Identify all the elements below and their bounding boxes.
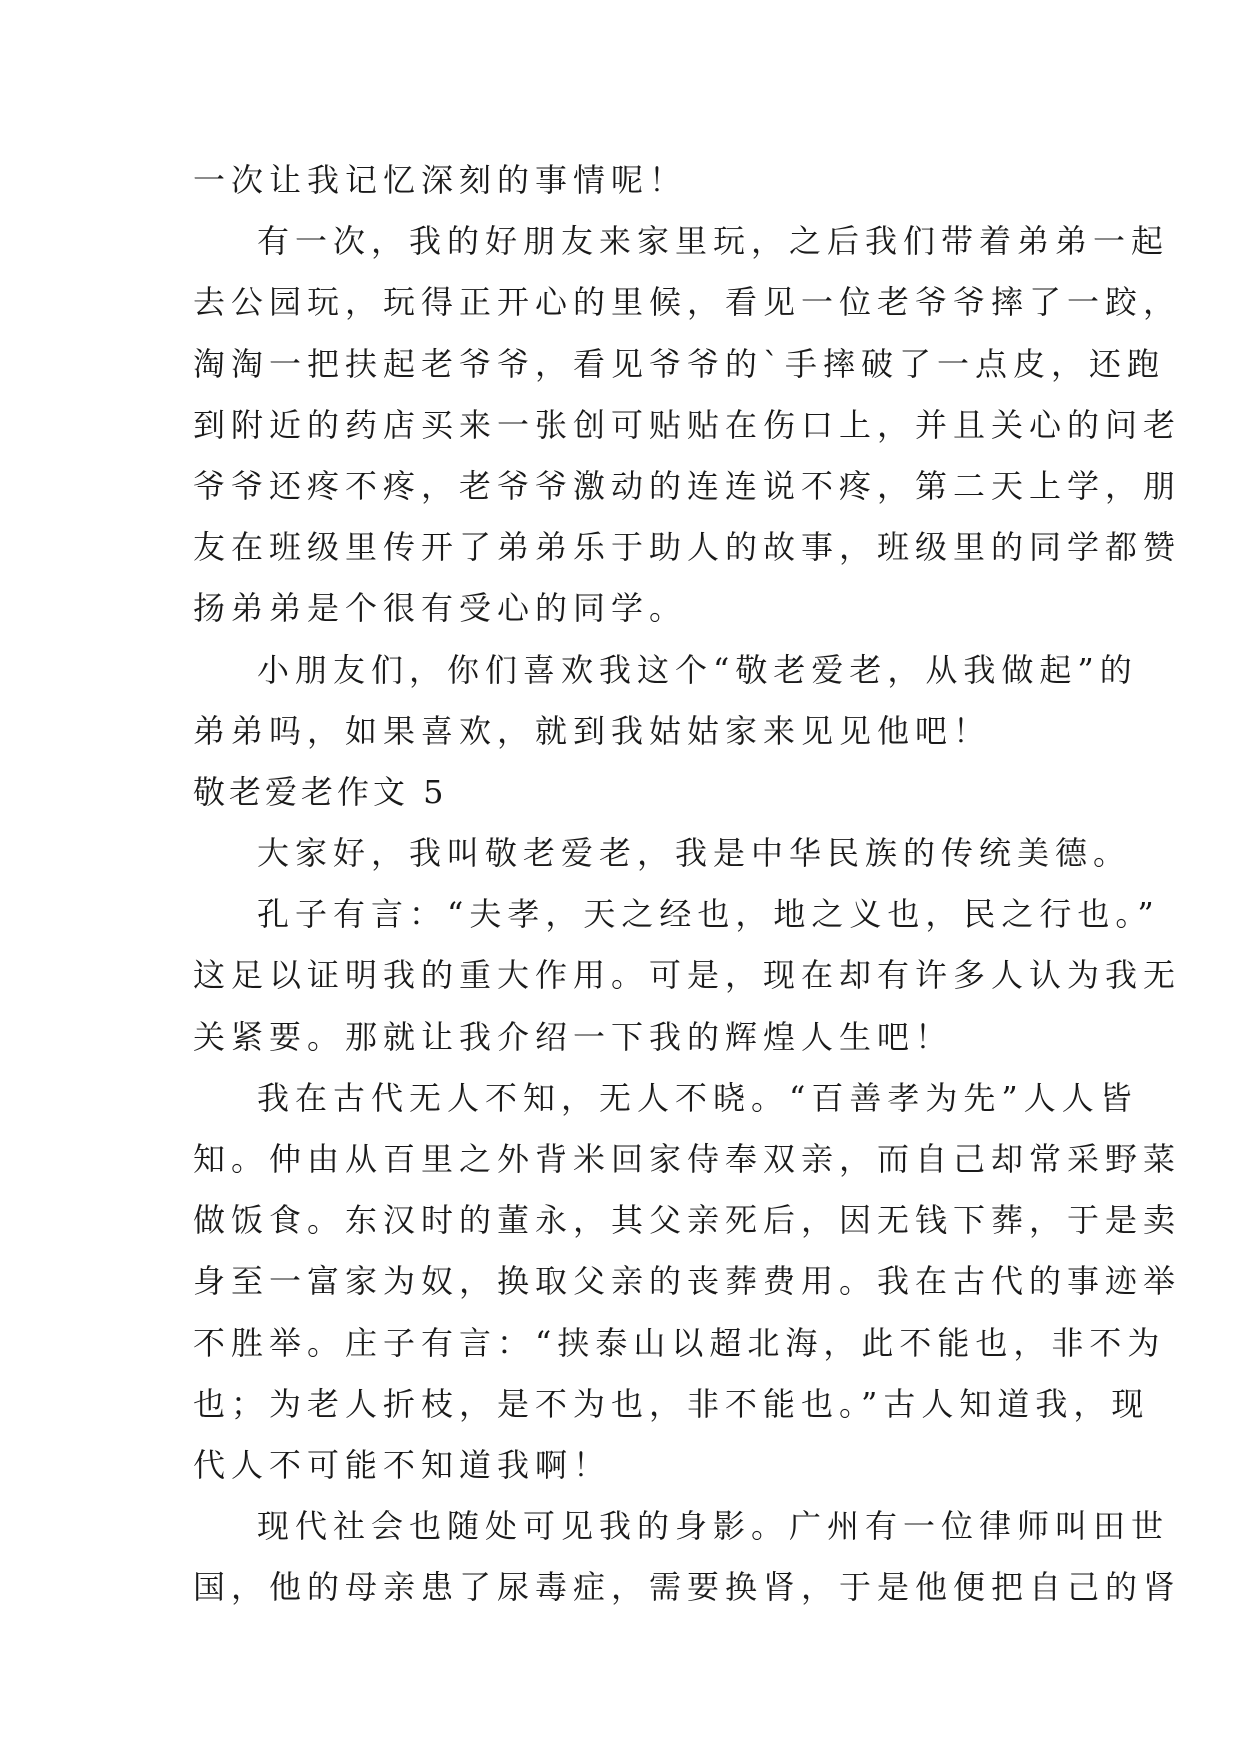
text-line: 知。仲由从百里之外背米回家侍奉双亲，而自己却常采野菜 — [193, 1140, 1182, 1178]
text-line: 友在班级里传开了弟弟乐于助人的故事，班级里的同学都赞 — [193, 528, 1182, 567]
text-line: 我在古代无人不知，无人不晓。“百善孝为先”人人皆 — [257, 1078, 1138, 1117]
text-line: 国，他的母亲患了尿毒症，需要换肾，于是他便把自己的肾 — [193, 1568, 1182, 1607]
text-line: 也；为老人折枝，是不为也，非不能也。”古人知道我，现 — [193, 1384, 1150, 1423]
text-line: 有一次，我的好朋友来家里玩，之后我们带着弟弟一起 — [257, 222, 1170, 261]
text-line: 现代社会也随处可见我的身影。广州有一位律师叫田世 — [257, 1507, 1170, 1546]
text-line: 弟弟吗，如果喜欢，就到我姑姑家来见见他吧！ — [193, 711, 992, 750]
text-line: 孔子有言：“夫孝，天之经也，地之义也，民之行也。” — [257, 895, 1160, 934]
text-line: 爷爷还疼不疼，老爷爷激动的连连说不疼，第二天上学，朋 — [193, 466, 1182, 505]
text-line: 大家好，我叫敬老爱老，我是中华民族的传统美德。 — [257, 834, 1132, 873]
text-line: 到附近的药店买来一张创可贴贴在伤口上，并且关心的问老 — [193, 405, 1182, 444]
text-line: 淘淘一把扶起老爷爷，看见爷爷的`手摔破了一点皮，还跑 — [193, 344, 1166, 383]
text-line: 关紧要。那就让我介绍一下我的辉煌人生吧！ — [193, 1017, 954, 1056]
text-line: 这足以证明我的重大作用。可是，现在却有许多人认为我无 — [193, 956, 1182, 995]
text-line: 一次让我记忆深刻的事情呢！ — [193, 161, 688, 199]
text-line: 扬弟弟是个很有受心的同学。 — [193, 589, 688, 628]
text-line: 代人不可能不知道我啊！ — [193, 1445, 612, 1484]
section-heading: 敬老爱老作文 5 — [193, 772, 448, 811]
text-line: 不胜举。庄子有言：“挟泰山以超北海，此不能也，非不为 — [193, 1323, 1166, 1362]
document-body — [193, 150, 1182, 1619]
text-line: 小朋友们，你们喜欢我这个“敬老爱老，从我做起”的 — [257, 650, 1138, 689]
text-line: 做饭食。东汉时的董永，其父亲死后，因无钱下葬，于是卖 — [193, 1201, 1182, 1240]
text-line: 去公园玩，玩得正开心的里候，看见一位老爷爷摔了一跤， — [193, 283, 1182, 322]
text-line: 身至一富家为奴，换取父亲的丧葬费用。我在古代的事迹举 — [193, 1262, 1182, 1301]
